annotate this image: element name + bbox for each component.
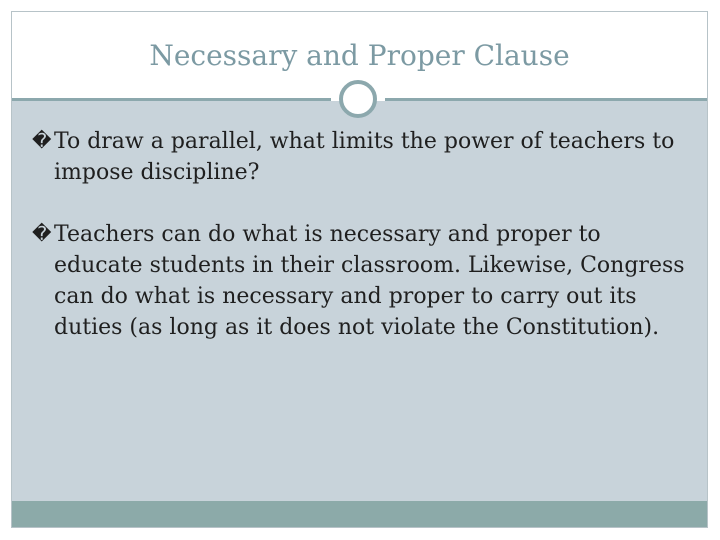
footer-bar [12, 501, 707, 527]
bullet-item [32, 219, 692, 343]
bullet-text: Teachers can do what is necessary and proper to educate students in their classroom. Likewise, Congress can do what is necessary and proper to carry out its duties (as long as it does not violate the Constitution). [54, 222, 685, 340]
bullet-text: To draw a parallel, what limits the power of teachers to impose discipline? [54, 129, 675, 185]
bullet-list [32, 126, 692, 374]
bullet-icon: � [32, 223, 52, 245]
circle-ornament-icon [339, 80, 377, 118]
bullet-item [32, 126, 692, 188]
slide-title: Necessary and Proper Clause [149, 39, 570, 72]
bullet-icon: � [32, 130, 52, 152]
